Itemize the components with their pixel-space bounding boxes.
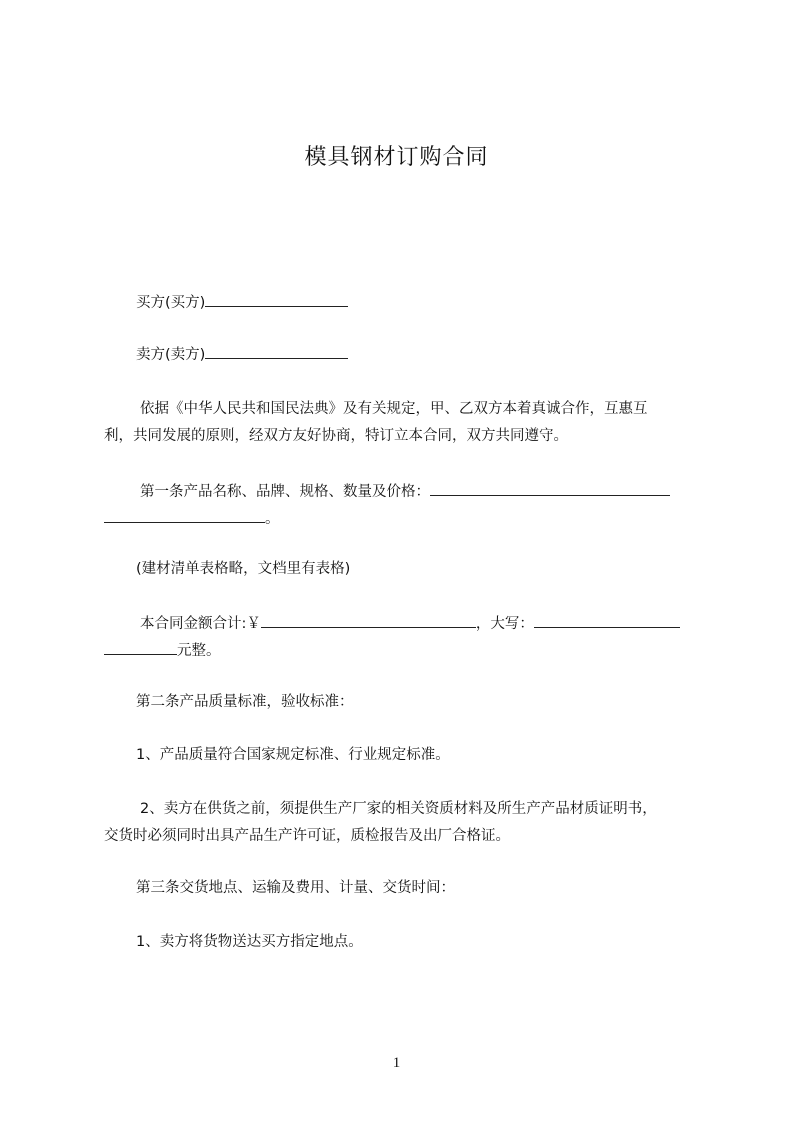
article1-blank-1[interactable]: [430, 481, 670, 496]
buyer-label: 买方(买方): [136, 295, 206, 311]
capital-amount-blank-1[interactable]: [534, 613, 680, 628]
yuan-suffix: 元整。: [177, 643, 221, 659]
intro-line-1: 依据《中华人民共和国民法典》及有关规定，甲、乙双方本着真诚合作，互惠互: [140, 401, 648, 417]
total-line-2: [104, 640, 221, 661]
article1-line-2: [104, 508, 280, 529]
capital-label: ，大写：: [475, 616, 534, 632]
capital-amount-blank-2[interactable]: [104, 640, 177, 655]
article3-heading: 第三条交货地点、运输及费用、计量、交货时间：: [136, 880, 455, 896]
article2-item-2-line-1: 2、卖方在供货之前，须提供生产厂家的相关资质材料及所生产产品材质证明书，: [140, 801, 657, 817]
article2-item-1: 1、产品质量符合国家规定标准、行业规定标准。: [136, 747, 450, 763]
buyer-line: [136, 292, 348, 313]
document-title: 模具钢材订购合同: [304, 145, 489, 170]
article1-heading: 第一条产品名称、品牌、规格、数量及价格：: [140, 484, 430, 500]
seller-blank[interactable]: [205, 344, 348, 359]
total-label: 本合同金额合计:￥: [140, 616, 261, 632]
article3-item-1: 1、卖方将货物送达买方指定地点。: [136, 934, 363, 950]
article2-heading: 第二条产品质量标准，验收标准：: [136, 694, 354, 710]
article1-line-1: [140, 481, 670, 502]
list-note: (建材清单表格略，文档里有表格): [136, 561, 351, 577]
article1-end: 。: [265, 511, 280, 527]
total-line-1: [140, 613, 680, 634]
page-number: 1: [392, 1055, 401, 1071]
total-amount-blank[interactable]: [261, 613, 476, 628]
article2-item-2-line-2: 交货时必须同时出具产品生产许可证，质检报告及出厂合格证。: [104, 828, 510, 844]
article1-blank-2[interactable]: [104, 508, 265, 523]
seller-label: 卖方(卖方): [136, 347, 206, 363]
intro-line-2: 利，共同发展的原则，经双方友好协商，特订立本合同，双方共同遵守。: [104, 428, 568, 444]
seller-line: [136, 344, 348, 365]
buyer-blank[interactable]: [205, 292, 348, 307]
